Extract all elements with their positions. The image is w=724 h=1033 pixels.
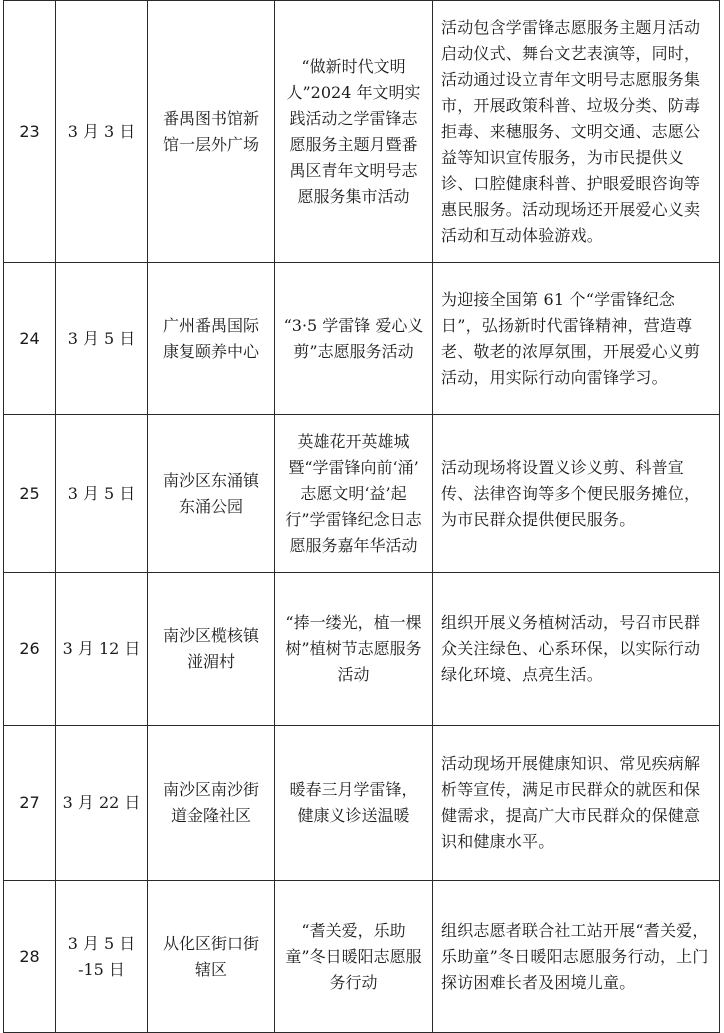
row-activity-name: 暖春三月学雷锋，健康义诊送温暖 — [275, 726, 433, 881]
row-number: 23 — [4, 1, 56, 263]
row-date — [56, 263, 148, 415]
date-line: 3 月 3 日 — [67, 121, 136, 141]
row-location: 广州番禺国际康复颐养中心 — [148, 263, 275, 415]
row-location: 从化区街口街辖区 — [148, 881, 275, 1033]
row-date — [56, 573, 148, 726]
row-description: 活动现场将设置义诊义剪、科普宣传、法律咨询等多个便民服务摊位，为市民群众提供便民服务。 — [433, 415, 720, 573]
row-activity-name: 英雄花开英雄城暨“学雷锋向前‘涌’ 志愿文明‘益’起行”学雷锋纪念日志愿服务嘉年华活动 — [275, 415, 433, 573]
row-description: 活动现场开展健康知识、常见疾病解析等宣传，满足市民群众的就医和保健需求，提高广大市民群众的保健意识和健康水平。 — [433, 726, 720, 881]
date-line: 3 月 5 日 — [67, 933, 136, 953]
table-row — [4, 881, 720, 1033]
row-number: 25 — [4, 415, 56, 573]
row-description: 组织志愿者联合社工站开展“耆关爱，乐助童”冬日暖阳志愿服务行动，上门探访困难长者及困境儿童。 — [433, 881, 720, 1033]
row-number: 27 — [4, 726, 56, 881]
row-date — [56, 881, 148, 1033]
row-date — [56, 415, 148, 573]
date-line: 3 月 5 日 — [67, 328, 136, 348]
table-row — [4, 1, 720, 263]
row-description: 活动包含学雷锋志愿服务主题月活动启动仪式、舞台文艺表演等，同时，活动通过设立青年文明号志愿服务集市，开展政策科普、垃圾分类、防毒拒毒、来穗服务、文明交通、志愿公益等知识宣传服务，为市民提供义诊、口腔健康科普、护眼爱眼咨询等惠民服务。活动现场还开展爱心义卖活动和互动体验游戏。 — [433, 1, 720, 263]
date-line: 3 月 5 日 — [67, 483, 136, 503]
row-location: 南沙区东涌镇东涌公园 — [148, 415, 275, 573]
table-row — [4, 726, 720, 881]
row-number: 24 — [4, 263, 56, 415]
table-row — [4, 573, 720, 726]
row-description: 组织开展义务植树活动，号召市民群众关注绿色、心系环保，以实际行动绿化环境、点亮生活。 — [433, 573, 720, 726]
table-row — [4, 263, 720, 415]
date-line: 3 月 22 日 — [62, 793, 141, 812]
row-activity-name: “3·5 学雷锋 爱心义剪”志愿服务活动 — [275, 263, 433, 415]
row-activity-name: “耆关爱，乐助童”冬日暖阳志愿服务行动 — [275, 881, 433, 1033]
row-date — [56, 1, 148, 263]
row-date — [56, 726, 148, 881]
row-activity-name: “捧一缕光，植一棵树”植树节志愿服务活动 — [275, 573, 433, 726]
row-description: 为迎接全国第 61 个“学雷锋纪念日”，弘扬新时代雷锋精神，营造尊老、敬老的浓厚氛围，开展爱心义剪活动，用实际行动向雷锋学习。 — [433, 263, 720, 415]
activity-table — [3, 0, 720, 1033]
date-line: 3 月 12 日 — [62, 639, 141, 658]
row-location: 南沙区榄核镇湴湄村 — [148, 573, 275, 726]
row-activity-name: “做新时代文明人”2024 年文明实践活动之学雷锋志愿服务主题月暨番禺区青年文明号志愿服务集市活动 — [275, 1, 433, 263]
row-number: 28 — [4, 881, 56, 1033]
table-row — [4, 415, 720, 573]
row-location: 南沙区南沙街道金隆社区 — [148, 726, 275, 881]
row-location: 番禺图书馆新馆一层外广场 — [148, 1, 275, 263]
date-line: -15 日 — [78, 959, 125, 979]
row-number: 26 — [4, 573, 56, 726]
